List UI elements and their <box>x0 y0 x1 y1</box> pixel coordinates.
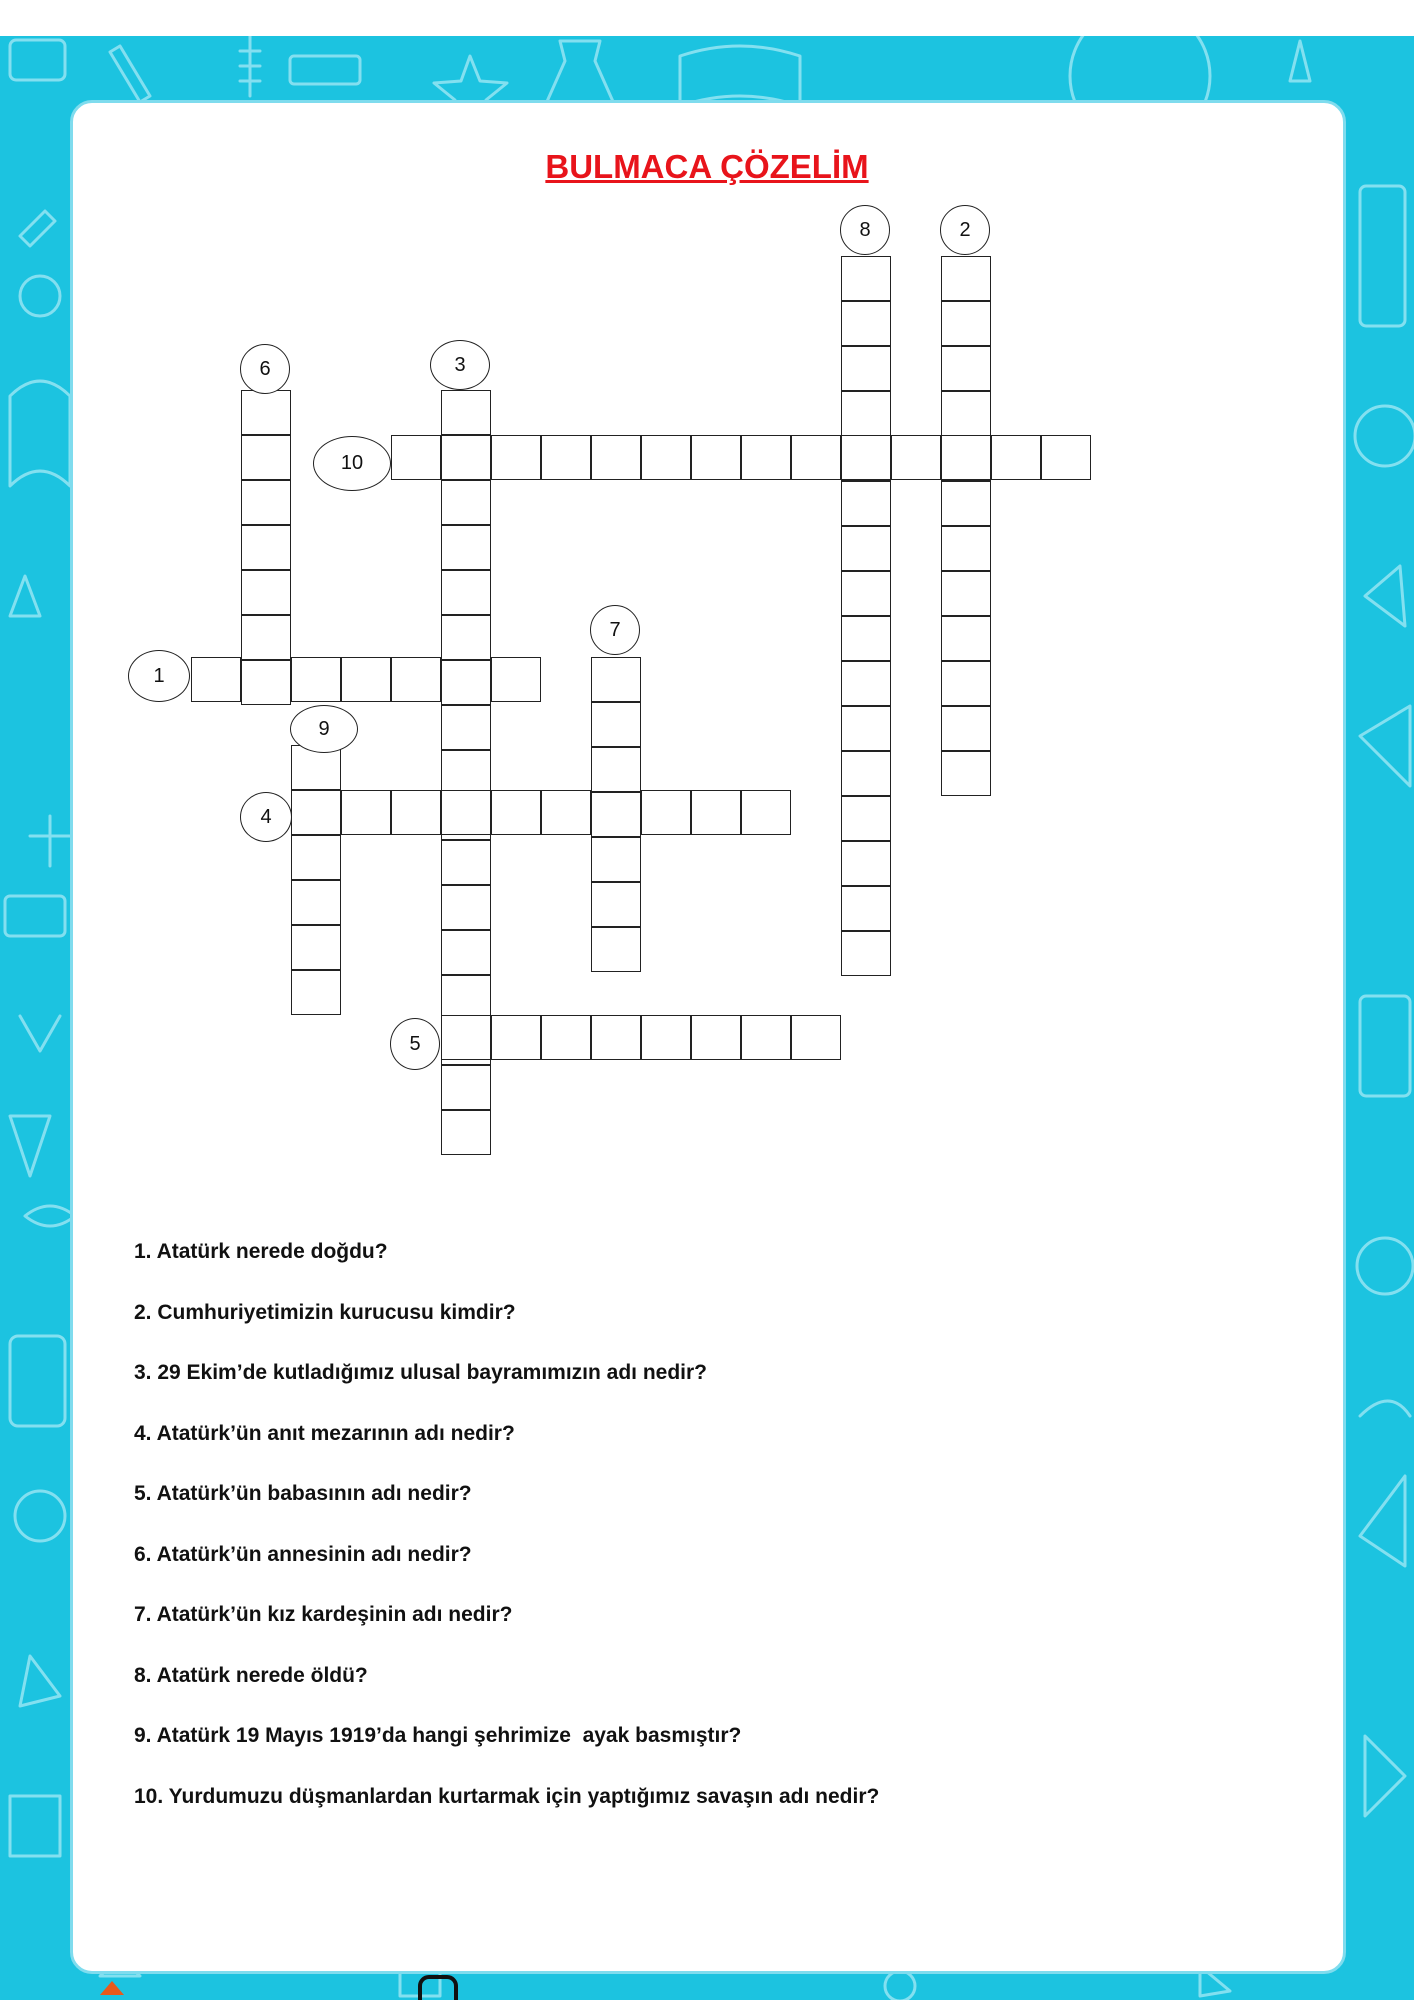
crossword-cell-6-6[interactable] <box>241 615 291 660</box>
crossword-cell-10-3[interactable] <box>491 435 541 480</box>
crossword-cell-9-3[interactable] <box>291 835 341 880</box>
crossword-cell-5-8[interactable] <box>791 1015 841 1060</box>
clue-2: 2. Cumhuriyetimizin kurucusu kimdir? <box>134 1300 516 1324</box>
crossword-cell-3-7[interactable] <box>441 660 491 705</box>
crossword-cell-8-9[interactable] <box>841 616 891 661</box>
crossword-cell-4-4[interactable] <box>441 790 491 835</box>
crossword-cell-3-5[interactable] <box>441 570 491 615</box>
crossword-cell-4-2[interactable] <box>341 790 391 835</box>
crossword-cell-1-4[interactable] <box>341 657 391 702</box>
crossword-cell-3-13[interactable] <box>441 930 491 975</box>
footer-icons <box>0 1975 1414 2000</box>
crossword-cell-2-4[interactable] <box>941 391 991 436</box>
crossword-cell-6-2[interactable] <box>241 435 291 480</box>
crossword-cell-5-3[interactable] <box>541 1015 591 1060</box>
crossword-cell-3-17[interactable] <box>441 1110 491 1155</box>
clue-9: 9. Atatürk 19 Mayıs 1919’da hangi şehrimize ayak basmıştır? <box>134 1724 742 1747</box>
crossword-cell-10-9[interactable] <box>791 435 841 480</box>
clue-4: 4. Atatürk’ün anıt mezarının adı nedir? <box>134 1421 515 1445</box>
crossword-cell-4-6[interactable] <box>541 790 591 835</box>
crossword-cell-10-7[interactable] <box>691 435 741 480</box>
crossword-cell-10-10[interactable] <box>841 435 891 480</box>
crossword-cell-8-16[interactable] <box>841 931 891 976</box>
crossword-cell-10-11[interactable] <box>891 435 941 480</box>
crossword-cell-5-4[interactable] <box>591 1015 641 1060</box>
crossword-cell-2-12[interactable] <box>941 751 991 796</box>
clue-5: 5. Atatürk’ün babasının adı nedir? <box>134 1482 472 1505</box>
crossword-cell-4-9[interactable] <box>691 790 741 835</box>
crossword-cell-4-8[interactable] <box>641 790 691 835</box>
crossword-cell-3-8[interactable] <box>441 705 491 750</box>
crossword-cell-2-7[interactable] <box>941 526 991 571</box>
crossword-cell-4-10[interactable] <box>741 790 791 835</box>
crossword-cell-6-4[interactable] <box>241 525 291 570</box>
crossword-cell-1-3[interactable] <box>291 657 341 702</box>
crossword-cell-10-8[interactable] <box>741 435 791 480</box>
crossword-cell-4-5[interactable] <box>491 790 541 835</box>
crossword-cell-7-7[interactable] <box>591 927 641 972</box>
crossword-cell-3-14[interactable] <box>441 975 491 1020</box>
crossword-cell-2-10[interactable] <box>941 661 991 706</box>
crossword-cell-6-7[interactable] <box>241 660 291 705</box>
clue-3: 3. 29 Ekim’de kutladığımız ulusal bayramımızın adı nedir? <box>134 1361 707 1384</box>
crossword-cell-10-2[interactable] <box>441 435 491 480</box>
crossword-cell-8-12[interactable] <box>841 751 891 796</box>
crossword-cell-7-2[interactable] <box>591 702 641 747</box>
crossword-cell-2-3[interactable] <box>941 346 991 391</box>
clue-6: 6. Atatürk’ün annesinin adı nedir? <box>134 1542 472 1566</box>
clue-number-6: 6 <box>240 344 290 394</box>
crossword-cell-2-6[interactable] <box>941 481 991 526</box>
crossword-cell-9-2[interactable] <box>291 790 341 835</box>
crossword-cell-5-1[interactable] <box>441 1015 491 1060</box>
clue-number-4: 4 <box>240 792 292 842</box>
crossword-cell-3-4[interactable] <box>441 525 491 570</box>
crossword-cell-10-6[interactable] <box>641 435 691 480</box>
crossword-cell-5-5[interactable] <box>641 1015 691 1060</box>
clue-number-7: 7 <box>590 605 640 655</box>
crossword-cell-6-5[interactable] <box>241 570 291 615</box>
clue-number-8: 8 <box>840 205 890 255</box>
crossword-cell-8-2[interactable] <box>841 301 891 346</box>
crossword-cell-2-11[interactable] <box>941 706 991 751</box>
crossword-cell-8-13[interactable] <box>841 796 891 841</box>
crossword-cell-5-6[interactable] <box>691 1015 741 1060</box>
page-title: BULMACA ÇÖZELİM <box>545 148 869 185</box>
crossword-cell-8-3[interactable] <box>841 346 891 391</box>
crossword-cell-5-2[interactable] <box>491 1015 541 1060</box>
crossword-cell-6-1[interactable] <box>241 390 291 435</box>
crossword-cell-7-3[interactable] <box>591 747 641 792</box>
crossword-cell-9-4[interactable] <box>291 880 341 925</box>
clue-number-3: 3 <box>430 340 490 390</box>
crossword-cell-9-6[interactable] <box>291 970 341 1015</box>
clue-number-2: 2 <box>940 205 990 255</box>
clue-number-1: 1 <box>128 650 190 702</box>
crossword-cell-9-5[interactable] <box>291 925 341 970</box>
crossword-cell-10-12[interactable] <box>941 435 991 480</box>
crossword-cell-3-6[interactable] <box>441 615 491 660</box>
crossword-cell-7-6[interactable] <box>591 882 641 927</box>
crossword-cell-7-5[interactable] <box>591 837 641 882</box>
instagram-icon <box>420 1977 456 2000</box>
crossword-cell-8-15[interactable] <box>841 886 891 931</box>
crossword-cell-3-12[interactable] <box>441 885 491 930</box>
crossword-cell-10-5[interactable] <box>591 435 641 480</box>
crossword-cell-2-9[interactable] <box>941 616 991 661</box>
crossword-cell-2-2[interactable] <box>941 301 991 346</box>
crossword-cell-3-11[interactable] <box>441 840 491 885</box>
clue-list <box>134 1240 1284 1845</box>
crossword-cell-1-5[interactable] <box>391 657 441 702</box>
clue-10: 10. Yurdumuzu düşmanlardan kurtarmak için yaptığımız savaşın adı nedir? <box>134 1784 880 1808</box>
crossword-cell-8-10[interactable] <box>841 661 891 706</box>
crossword-cell-8-11[interactable] <box>841 706 891 751</box>
crossword-cell-10-14[interactable] <box>1041 435 1091 480</box>
crossword-cell-8-1[interactable] <box>841 256 891 301</box>
crossword-cell-1-7[interactable] <box>491 657 541 702</box>
crossword-cell-3-16[interactable] <box>441 1065 491 1110</box>
crossword-cell-1-1[interactable] <box>191 657 241 702</box>
crossword-cell-6-3[interactable] <box>241 480 291 525</box>
crossword-cell-5-7[interactable] <box>741 1015 791 1060</box>
crossword-cell-3-3[interactable] <box>441 480 491 525</box>
crossword-cell-8-4[interactable] <box>841 391 891 436</box>
crossword-cell-10-13[interactable] <box>991 435 1041 480</box>
crossword-cell-7-4[interactable] <box>591 792 641 837</box>
crossword-cell-2-1[interactable] <box>941 256 991 301</box>
clue-number-5: 5 <box>390 1018 440 1070</box>
clue-7: 7. Atatürk’ün kız kardeşinin adı nedir? <box>134 1603 513 1626</box>
clue-1: 1. Atatürk nerede doğdu? <box>134 1240 388 1263</box>
clue-number-9: 9 <box>290 705 358 753</box>
crossword-cell-4-3[interactable] <box>391 790 441 835</box>
footer-strip <box>0 1975 1414 2000</box>
crossword-cell-8-6[interactable] <box>841 481 891 526</box>
crossword-cell-3-1[interactable] <box>441 390 491 435</box>
crossword-cell-10-1[interactable] <box>391 435 441 480</box>
logo-icon <box>100 1981 124 1995</box>
crossword-cell-10-4[interactable] <box>541 435 591 480</box>
clue-8: 8. Atatürk nerede öldü? <box>134 1663 368 1687</box>
crossword-cell-8-8[interactable] <box>841 571 891 616</box>
clue-number-10: 10 <box>313 436 391 491</box>
crossword-cell-8-7[interactable] <box>841 526 891 571</box>
crossword-cell-2-8[interactable] <box>941 571 991 616</box>
crossword-cell-8-14[interactable] <box>841 841 891 886</box>
crossword-cell-3-9[interactable] <box>441 750 491 795</box>
crossword-cell-7-1[interactable] <box>591 657 641 702</box>
